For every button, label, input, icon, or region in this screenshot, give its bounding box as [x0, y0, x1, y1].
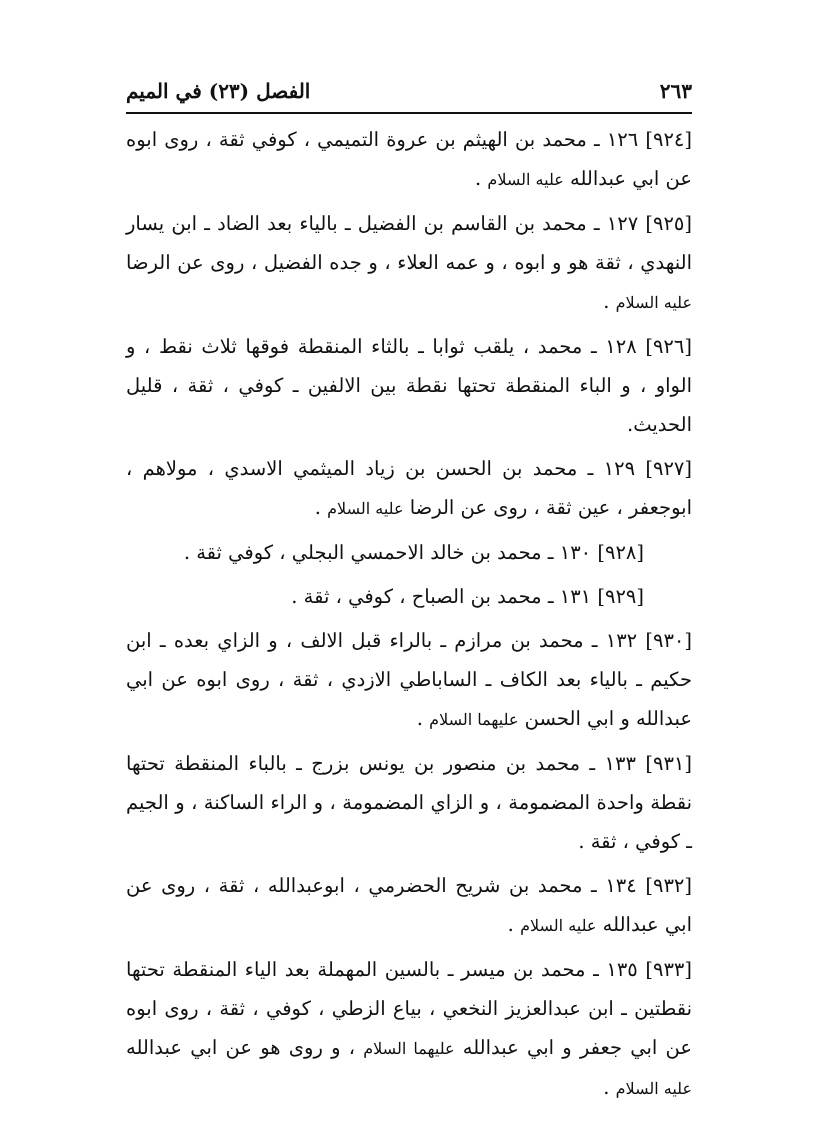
entry-end: .: [603, 1076, 616, 1099]
blessing-mark: عليهما السلام: [429, 710, 519, 729]
entry-end: .: [507, 913, 521, 936]
entry-text: [٩٣٣] ١٣٥ ـ محمد بن ميسر ـ بالسين المهملة بعد الياء المنقطة تحتها نقطتين ـ ابن عبدالعزيز النخعي ، بياع الزطي ، كوفي ، ثقة ، روى ابوه عن ابي جعفر و ابي عبدالله: [126, 958, 693, 1059]
entry-end: .: [314, 496, 328, 519]
page-header: [126, 76, 692, 106]
entry-933: [126, 950, 692, 1108]
entry-929: [126, 577, 692, 616]
entry-932: [126, 866, 692, 945]
entry-926: [126, 327, 692, 444]
entry-text: [٩٢٥] ١٢٧ ـ محمد بن القاسم بن الفضيل ـ بالياء بعد الضاد ـ ابن يسار النهدي ، ثقة هو و ابوه ، و عمه العلاء ، و جده الفضيل ، روى عن الرضا: [126, 212, 692, 274]
entry-925: [126, 204, 692, 322]
entry-text: [٩٣٠] ١٣٢ ـ محمد بن مرازم ـ بالراء قبل الالف ، و الزاي بعده ـ ابن حكيم ـ بالياء بعد الكاف ـ الساباطي الازدي ، ثقة ، روى ابوه عن ابي عبدالله و ابي الحسن: [126, 629, 693, 730]
entry-text: [٩٢٤] ١٢٦ ـ محمد بن الهيثم بن عروة التميمي ، كوفي ثقة ، روى ابوه عن ابي عبدالله: [126, 128, 692, 190]
blessing-mark-2: عليه السلام: [615, 1079, 692, 1098]
blessing-mark: عليه السلام: [520, 916, 597, 935]
entry-927: [126, 449, 692, 528]
page-body: [126, 120, 692, 1113]
page-number: ٢٦٣: [659, 79, 692, 103]
entry-end: .: [475, 167, 488, 190]
entry-middle: ، و روى هو عن ابي عبدالله: [126, 1036, 364, 1059]
header-rule: [126, 112, 692, 114]
blessing-mark: عليه السلام: [615, 293, 692, 312]
entry-text: [٩٢٧] ١٢٩ ـ محمد بن الحسن بن زياد الميثمي الاسدي ، مولاهم ، ابوجعفر ، عين ثقة ، روى عن الرضا: [126, 457, 692, 519]
entry-end: .: [603, 290, 616, 313]
entry-924: [126, 120, 692, 199]
entry-end: .: [416, 707, 430, 730]
chapter-title: الفصل (٢٣) في الميم: [126, 79, 311, 103]
blessing-mark: عليهما السلام: [363, 1039, 455, 1058]
blessing-mark: عليه السلام: [327, 499, 404, 518]
blessing-mark: عليه السلام: [487, 170, 564, 189]
entry-text: [٩٣٢] ١٣٤ ـ محمد بن شريح الحضرمي ، ابوعبدالله ، ثقة ، روى عن ابي عبدالله: [126, 874, 692, 936]
entry-930: [126, 621, 692, 739]
entry-928: [126, 533, 692, 572]
entry-text: [٩٣١] ١٣٣ ـ محمد بن منصور بن يونس بزرج ـ بالباء المنقطة تحتها نقطة واحدة المضمومة ، و الزاي المضمومة ، و الراء الساكنة ، و الجيم ـ كوفي ، ثقة .: [126, 752, 692, 853]
entry-text: [٩٢٦] ١٢٨ ـ محمد ، يلقب ثوابا ـ بالثاء المنقطة فوقها ثلاث نقط ، و الواو ، و الباء المنقطة تحتها نقطة بين الالفين ـ كوفي ، ثقة ، قليل الحديث.: [126, 335, 692, 436]
entry-text: [٩٢٩] ١٣١ ـ محمد بن الصباح ، كوفي ، ثقة .: [291, 585, 644, 608]
entry-text: [٩٢٨] ١٣٠ ـ محمد بن خالد الاحمسي البجلي ، كوفي ثقة .: [183, 541, 644, 564]
entry-931: [126, 744, 692, 861]
